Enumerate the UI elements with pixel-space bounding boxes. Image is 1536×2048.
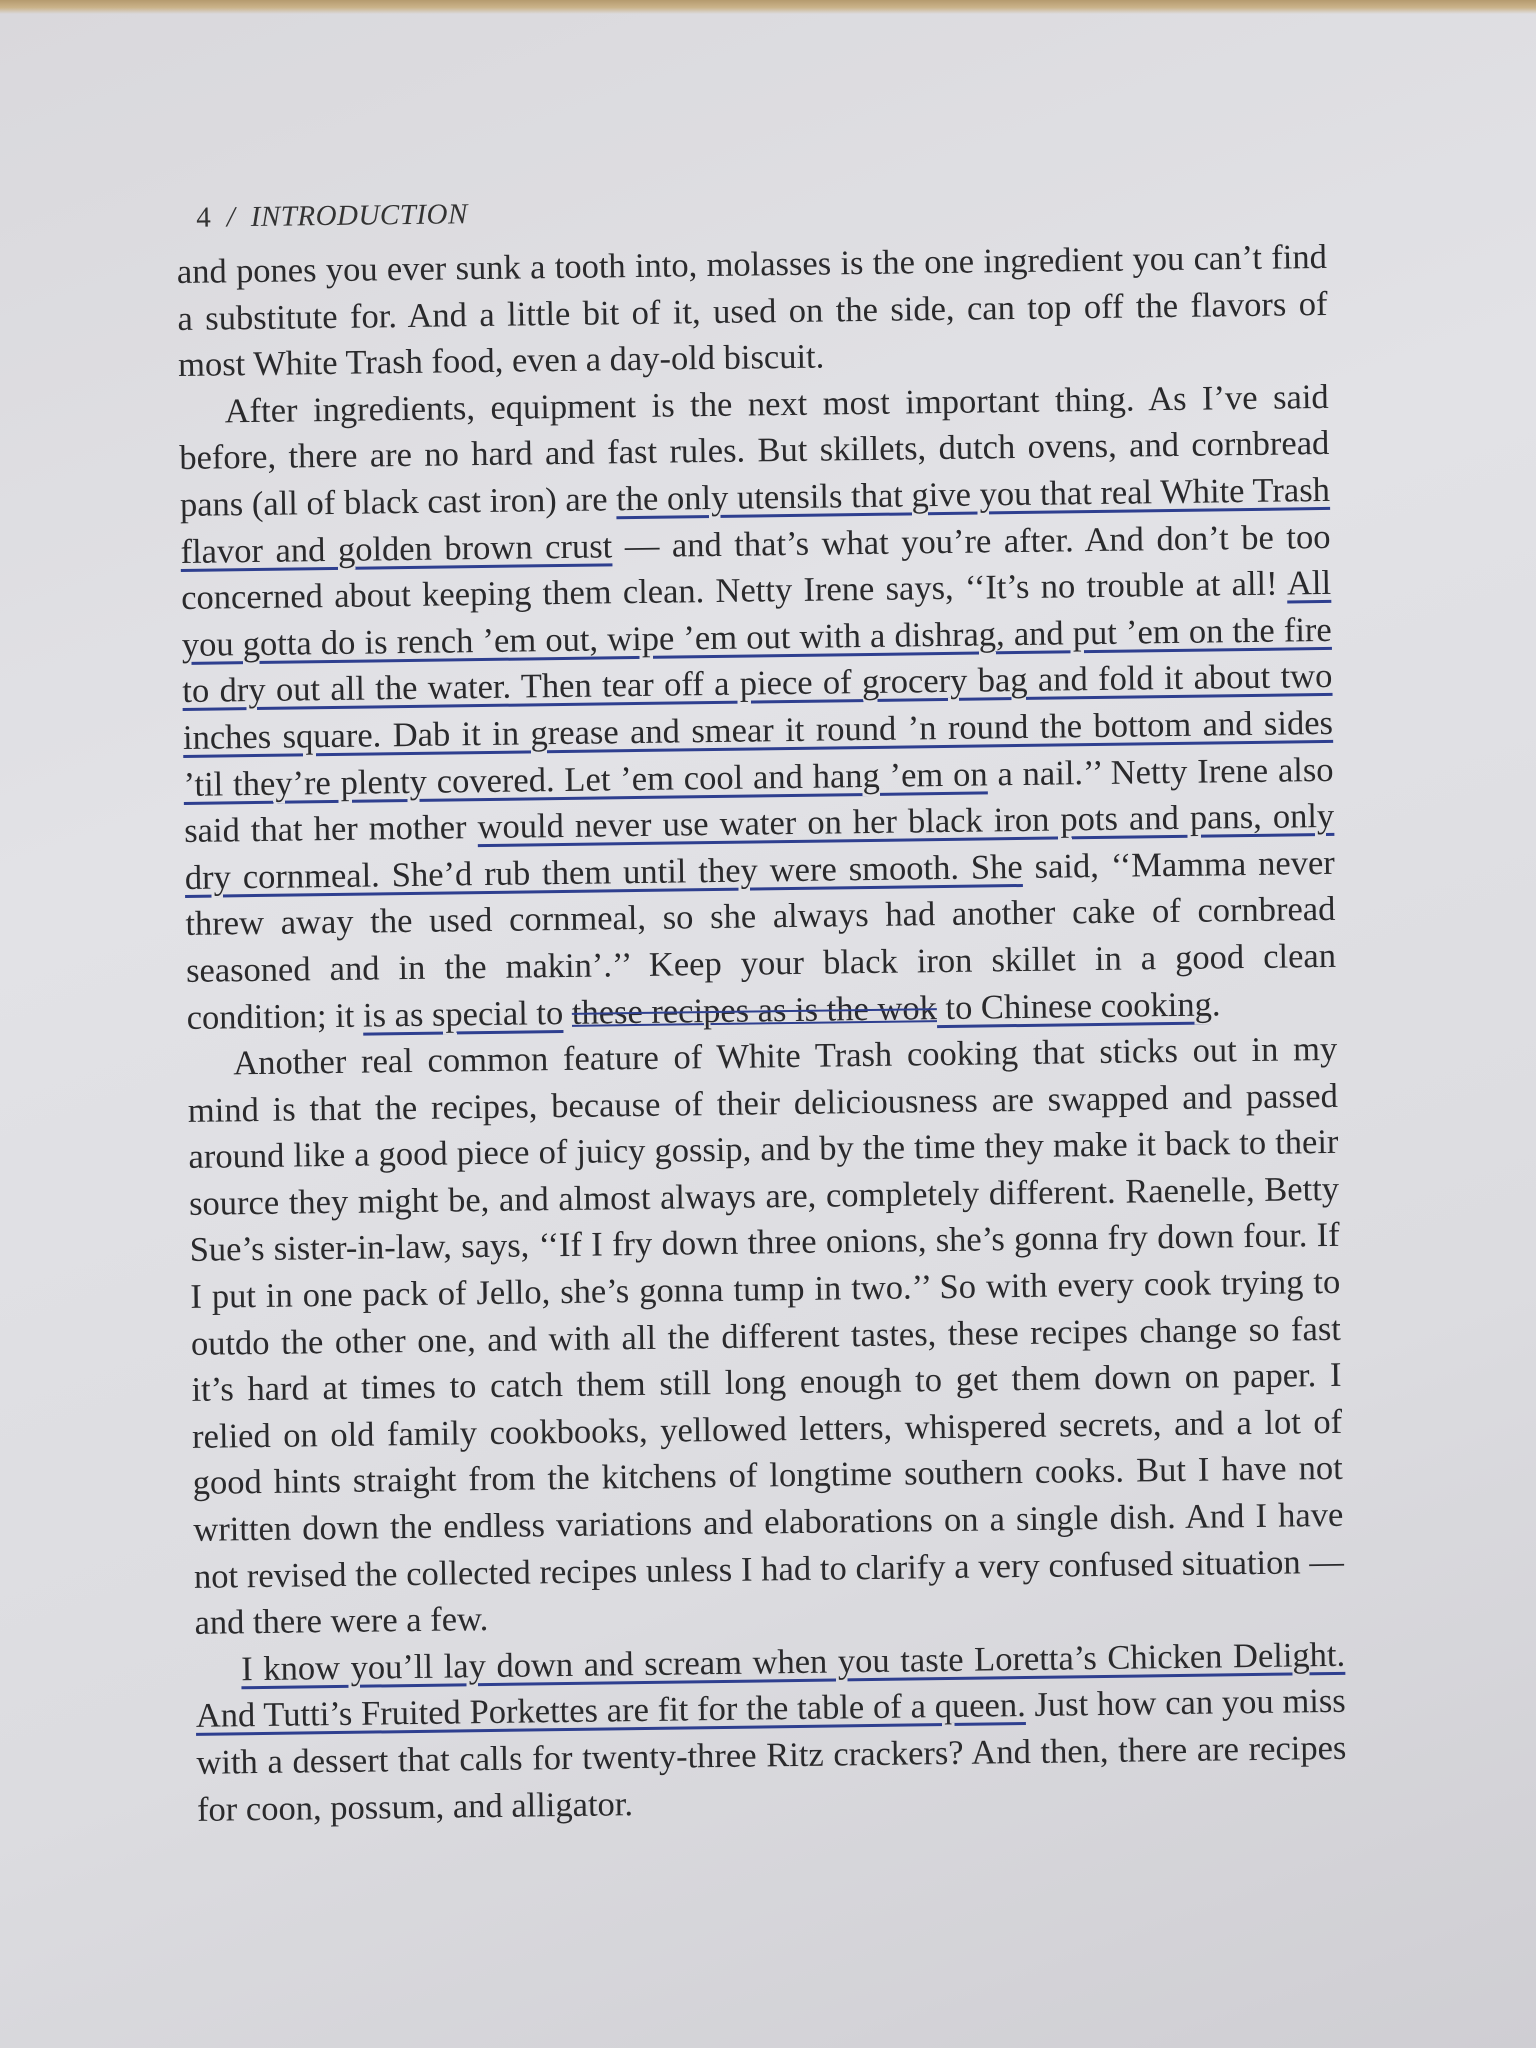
- paragraph-p2: [178, 374, 1336, 1041]
- pen-underlined-text: to Chinese cooking: [936, 985, 1213, 1027]
- running-head-separator: /: [226, 201, 236, 234]
- body-text-span: — and that’s what you’re after. And don’t be too concerned about keeping them clean. Netty Irene says, ‘‘It’s no trouble at all!: [180, 517, 1331, 618]
- pen-underlined-text: I know you’ll lay down and scream when you taste Loretta’s Chicken Delight. And Tutti’s Fruited Porkettes are fit for the table of a queen.: [195, 1635, 1346, 1736]
- body-text-span: said, ‘‘Mamma never threw away the used cornmeal, so she always had another cake of cornbread seasoned and in the makin’.’’ Keep your black iron skillet in a good clean condition; it: [185, 843, 1337, 1037]
- pen-underlined-text: is as special to: [362, 993, 564, 1035]
- paragraph-p3: [187, 1026, 1345, 1647]
- pen-underlined-text: All you gotta do is rench ’em out, wipe ’em out with a dishrag, and put ’em on the fire to dry out all the water. Then tear off a piece of grocery bag and fold it about two inches square. Dab it in grease and smear it round ’n round the bottom and sides ’til they’re plenty covered. Let ’em cool and hang ’em on: [181, 564, 1334, 804]
- body-text-span: Just how can you miss with a dessert that calls for twenty-three Ritz crackers? And then, there are recipes for coon, possum, and alligator.: [196, 1682, 1347, 1829]
- book-page: [0, 12, 1536, 2048]
- paragraph-p4: [195, 1632, 1347, 1833]
- page-text-block: [176, 187, 1347, 1833]
- pen-struck-text: these recipes as is the wok: [571, 988, 938, 1032]
- body-text: [177, 234, 1348, 1833]
- page-number: 4: [195, 201, 212, 234]
- body-text-span: After ingredients, equipment is the next most important thing. As I’ve said before, there are no hard and fast rules. But skillets, dutch ovens, and cornbread pans (all of black cast iron) are: [179, 377, 1330, 524]
- running-head: [196, 187, 1326, 235]
- body-text-span: .: [1211, 984, 1221, 1024]
- paragraph-p1: [177, 234, 1329, 389]
- pen-underlined-text: would never use water on her black iron pots and pans, only dry cornmeal. She’d rub them until they were smooth. She: [184, 797, 1335, 897]
- body-text-span: and pones you ever sunk a tooth into, molasses is the one ingredient you can’t find a substitute for. And a little bit of it, used on the side, can top off the flavors of most White Trash food, even a day-old biscuit.: [176, 237, 1328, 385]
- body-text-span: Another real common feature of White Trash cooking that sticks out in my mind is that the recipes, because of their deliciousness are swapped and passed around like a good piece of juicy gossip, and by the time they make it back to their source they might be, and almost always are, completely different. Raenelle, Betty Sue’s sister-in-law, says, ‘‘If I fry down three onions, she’s gonna fry down four. If I put in one pack of Jello, she’s gonna tump in two.’’ So with every cook trying to outdo the other one, and with all the different tastes, these recipes change so fast it’s hard at times to catch them still long enough to get them down on paper. I relied on old family cookbooks, yellowed letters, whispered secrets, and a lot of good hints straight from the kitchens of longtime southern cooks. But I have not written down the endless variations and elaborations on a single dish. And I have not revised the collected recipes unless I had to clarify a very confused situation — and there were a few.: [187, 1029, 1345, 1643]
- body-text-span: a nail.’’ Netty Irene also said that her mother: [183, 750, 1334, 851]
- pen-underlined-text: the only utensils that give you that real White Trash flavor and golden brown crust: [180, 470, 1331, 571]
- section-title: INTRODUCTION: [250, 198, 469, 234]
